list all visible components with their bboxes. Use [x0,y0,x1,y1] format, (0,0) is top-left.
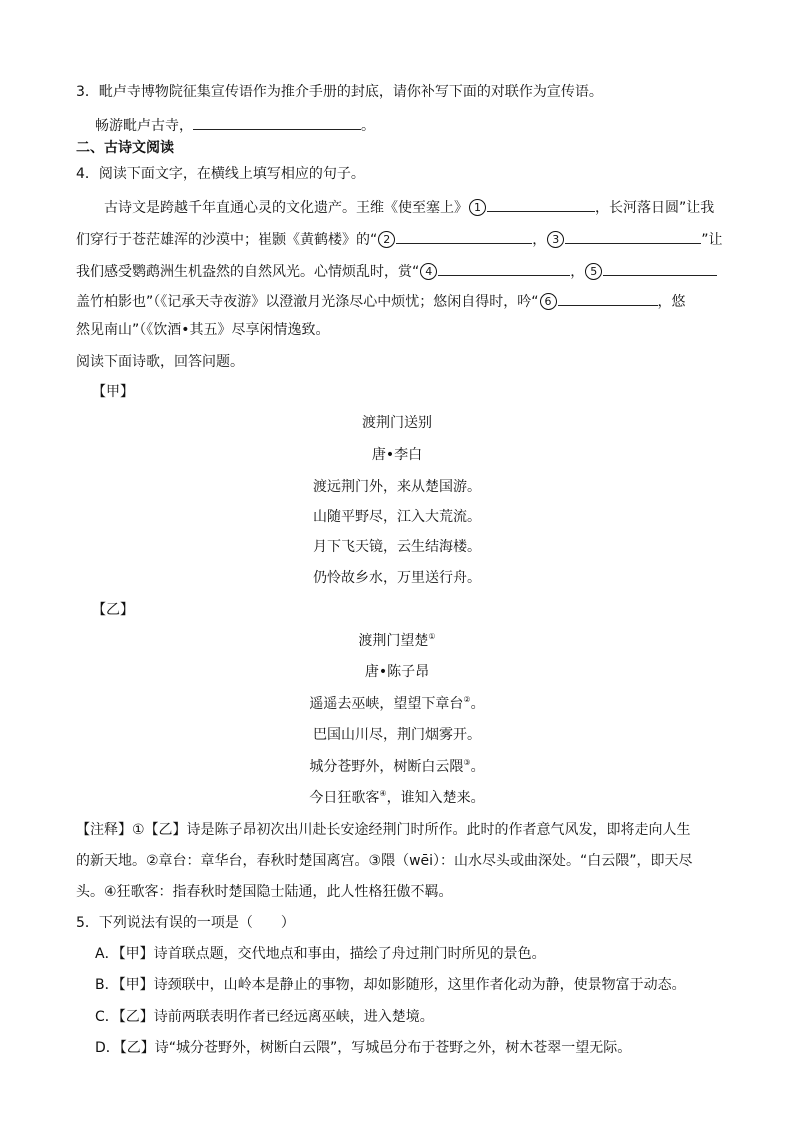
blank-number-6: 6 [540,293,557,310]
blank-number-1: 1 [469,199,486,216]
q4-text: ，长河落日圆”让我 [595,200,715,216]
poem-text: 城分苍野外，树断白云隈 [309,759,464,775]
poem-yi-title-text: 渡荆门望楚 [358,633,429,649]
q4-text: 们穿行于苍茫雄浑的沙漠中；崔颢《黄鹤楼》的“ [76,232,378,248]
question-5-stem: 5．下列说法有误的一项是（ ） [76,915,295,931]
option-b[interactable]: B．【甲】诗颈联中，山岭本是静止的事物，却如影随形，这里作者化动为静，使景物富于动态。 [95,977,686,993]
q4-text: ，悠 [657,294,686,310]
poem-yi-line [0,694,794,714]
question-3-stem: 3．毗卢寺博物院征集宣传语作为推介手册的封底，请你补写下面的对联作为宣传语。 [76,84,603,100]
couplet-answer-blank[interactable] [193,114,361,130]
answer-blank-5[interactable] [603,260,717,276]
poem-jia-line: 山随平野尽，江入大荒流。 [313,509,481,525]
poem-jia-line: 渡远荆门外，来从楚国游。 [313,479,481,495]
q4-paragraph-line-5: 然见南山”（《饮酒•其五》尽享闲情逸致。 [76,322,330,338]
answer-blank-1[interactable] [487,196,595,212]
answer-blank-4[interactable] [438,260,570,276]
answer-blank-3[interactable] [565,228,701,244]
poem-jia-line: 仍怜故乡水，万里送行舟。 [313,570,481,586]
q4-text: ”让 [701,232,723,248]
answer-blank-6[interactable] [558,290,658,306]
blank-number-5: 5 [585,263,602,280]
couplet-start: 畅游毗卢古寺， [95,118,193,134]
option-a[interactable]: A．【甲】诗首联点题，交代地点和事由，描绘了舟过荆门时所见的景色。 [95,946,546,962]
poem-yi-title [0,631,794,651]
notes-line-3: 头。④狂歌客：指春秋时楚国隐士陆通，此人性格狂傲不羁。 [76,884,453,900]
note-marker: ① [428,632,436,641]
q4-paragraph-line-3 [76,260,717,282]
poem-jia-author: 唐•李白 [371,447,423,463]
poem-yi-author: 唐•陈子昂 [364,664,430,680]
q4-text: ， [532,232,547,248]
poem-yi-line [0,757,794,777]
notes-line-2: 的新天地。②章台：章华台，春秋时楚国离宫。③隈（wēi）：山水尽头或曲深处。“白云隈”，即天尽 [76,853,693,869]
poem-jia-line: 月下飞天镜，云生结海楼。 [313,539,481,555]
q4-text: 古诗文是跨越千年直通心灵的文化遗产。王维《使至塞上》 [104,200,468,216]
poem-text: 今日狂歌客 [309,790,380,806]
question-3-couplet [95,114,375,136]
answer-blank-2[interactable] [396,228,532,244]
blank-number-4: 4 [420,263,437,280]
poem-yi-line [0,788,794,808]
note-marker: ③ [463,758,471,767]
option-c[interactable]: C．【乙】诗前两联表明作者已经远离巫峡，进入楚境。 [95,1009,434,1025]
section-2-title: 二、古诗文阅读 [76,140,174,156]
poem-yi-label: 【乙】 [92,602,134,618]
blank-number-3: 3 [547,231,564,248]
q4-paragraph-line-2 [76,228,723,250]
poem-yi-line: 巴国山川尽，荆门烟雾开。 [313,727,481,743]
poem-jia-label: 【甲】 [92,384,134,400]
note-marker: ④ [379,789,387,798]
q4-paragraph-line-1 [104,196,714,218]
q4-paragraph-line-4 [76,290,686,312]
notes-line-1: 【注释】①【乙】诗是陈子昂初次出川赴长安途经荆门时所作。此时的作者意气风发，即将走向人生 [76,822,691,838]
q4-text: 盖竹柏影也”（《记承天寺夜游》以澄澈月光涤尽心中烦忧；悠闲自得时，吟“ [76,294,539,310]
poem-text: 。 [470,759,485,775]
reading-prompt: 阅读下面诗歌，回答问题。 [76,354,244,370]
q4-text: 我们感受鹦鹉洲生机盎然的自然风光。心情烦乱时，赏“ [76,264,420,280]
option-d[interactable]: D．【乙】诗“城分苍野外，树断白云隈”，写城邑分布于苍野之外，树木苍翠一望无际。 [95,1040,632,1056]
q4-text: ， [570,264,585,280]
poem-text: 遥遥去巫峡，望望下章台 [309,696,464,712]
poem-jia-title: 渡荆门送别 [362,415,432,431]
note-marker: ② [463,695,471,704]
couplet-end: 。 [361,118,375,134]
question-4-stem: 4．阅读下面文字，在横线上填写相应的句子。 [76,166,365,182]
poem-text: ，谁知入楚来。 [386,790,485,806]
blank-number-2: 2 [378,231,395,248]
poem-text: 。 [470,696,485,712]
